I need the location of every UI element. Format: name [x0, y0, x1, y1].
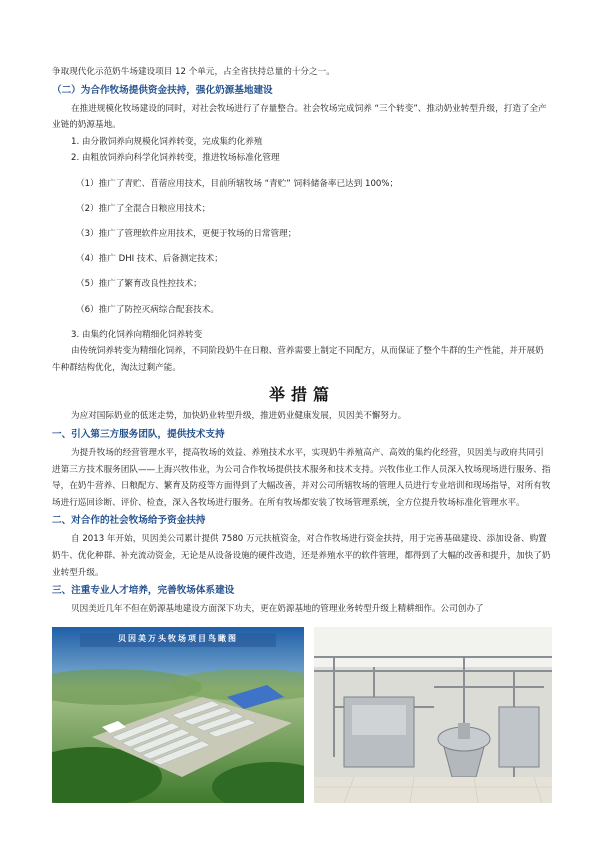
- sub-list-item: （4）推广 DHI 技术、后备测定技术；: [76, 254, 223, 265]
- paragraph: 由传统饲养转变为精细化饲养，不同阶段奶牛在日粮、营养需要上制定不同配方，从而保证了整个牛群的生产性能，并开展奶牛种群结构优化，淘汰过剩产能。: [52, 346, 544, 373]
- paragraph: 自 2013 年开始，贝因美公司累计提供 7580 万元扶植资金，对合作牧场进行资金扶持，用于完善基础建设、添加设备、购置奶牛、优化种群、补充流动资金，无论是从设备设施的硬件改造，还是养殖水平的软件管理，都得到了大幅的改善和提升，加快了奶业转型升级。: [52, 534, 551, 578]
- paragraph: 贝因美近几年不但在奶源基地建设方面深下功夫，更在奶源基地的管理业务转型升级上精耕细作。公司创办了: [71, 604, 484, 615]
- paragraph: 在推进规模化牧场建设的同时，对社会牧场进行了存量整合。社会牧场完成饲养 “三个转变”、推动奶业转型升级，打造了全产业链的奶源基地。: [52, 103, 547, 131]
- photo-row: [52, 627, 552, 803]
- subheading: 一、引入第三方服务团队，提供技术支持: [52, 429, 225, 441]
- paragraph: 为应对国际奶业的低迷走势，加快奶业转型升级，推进奶业健康发展，贝因美不懈努力。: [71, 411, 407, 422]
- list-item: 3. 由集约化饲养向精细化饲养转变: [71, 329, 203, 340]
- paragraph: 为提升牧场的经营管理水平，提高牧场的效益、养殖技术水平，实现奶牛养殖高产、高效的集约化经营，贝因美与政府共同引进第三方技术服务团队——上海兴牧伟业，为公司合作牧场提供技术服务和技术支持。兴牧伟业工作人员深入牧场现场进行服务、指导，在奶牛营养、日粮配方、繁育及防疫等方面得到了大幅改善，并对公司所辖牧场的管理人员进行专业培训和现场指导，对所有牧场进行巡回诊断、评价、检查，深入各牧场进行服务。在所有牧场都安装了牧场管理系统，全方位提升牧场标准化管理水平。: [52, 448, 551, 508]
- sub-list-item: （3）推广了管理软件应用技术，更便于牧场的日常管理；: [76, 228, 297, 239]
- photo-caption: 贝因美万头牧场项目鸟瞰图: [118, 634, 238, 643]
- sub-list-item: （5）推广了繁育改良性控技术；: [76, 279, 202, 290]
- paragraph: 争取现代化示范奶牛场建设项目 12 个单元，占全省扶持总量的十分之一。: [52, 67, 335, 77]
- list-item: 2. 由粗放饲养向科学化饲养转变，推进牧场标准化管理: [71, 153, 280, 164]
- sub-list-item: （2）推广了全混合日粮应用技术；: [76, 203, 211, 214]
- list-item: 1. 由分散饲养向规模化饲养转变，完成集约化养殖: [71, 136, 263, 147]
- subheading: （二）为合作牧场提供资金扶持，强化奶源基地建设: [52, 84, 273, 96]
- subheading: 三、注重专业人才培养，完善牧场体系建设: [52, 585, 235, 597]
- sub-list-item: （1）推广了青贮、苜蓿应用技术，目前所辖牧场 “青贮” 饲料储备率已达到 100%；: [76, 178, 399, 189]
- text-body: [52, 64, 552, 618]
- subheading: 二、对合作的社会牧场给予资金扶持: [52, 515, 206, 527]
- factory-equipment-photo: [314, 627, 552, 803]
- section-title: 举措篇: [268, 385, 335, 405]
- sub-list-item: （6）推广了防控灭病综合配套技术。: [76, 304, 219, 315]
- farm-aerial-photo: [52, 627, 304, 803]
